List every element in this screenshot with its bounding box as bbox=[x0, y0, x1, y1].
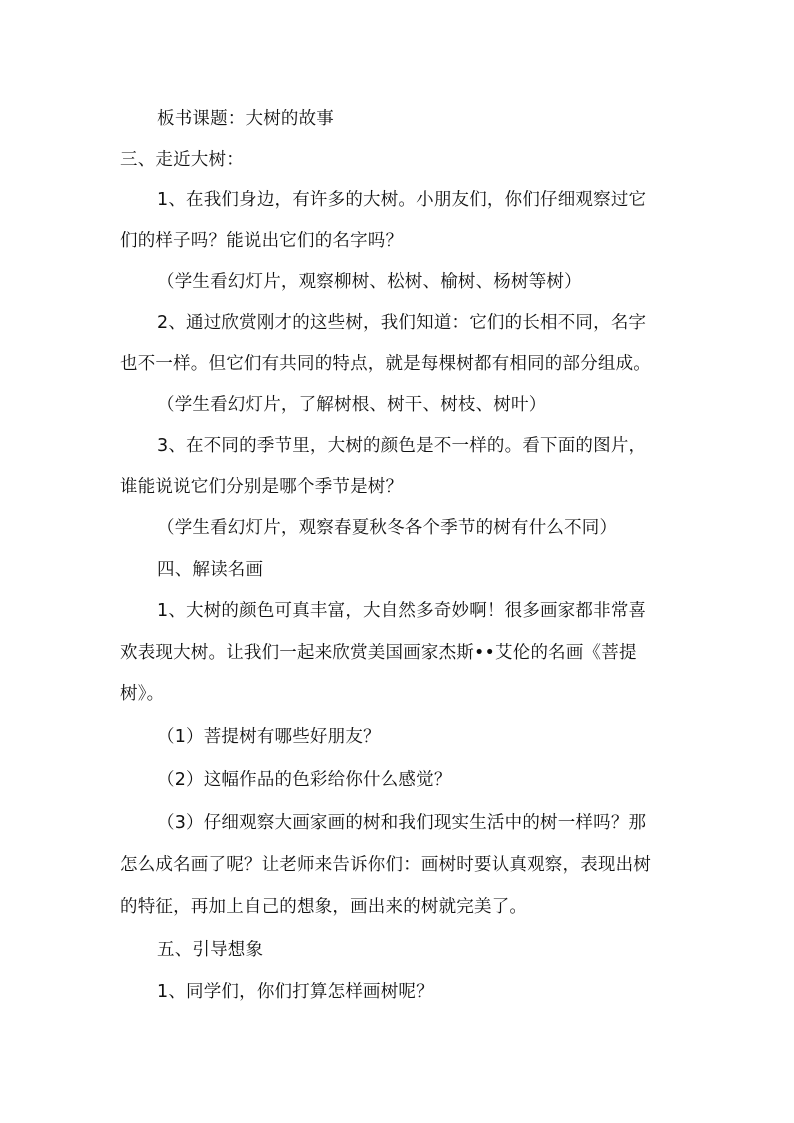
section-heading: 四、解读名画 bbox=[157, 560, 264, 580]
text-line: （学生看幻灯片，了解树根、树干、树枝、树叶） bbox=[157, 395, 547, 415]
text-line: 们的样子吗？能说出它们的名字吗？ bbox=[120, 231, 404, 251]
text-line: 1、在我们身边，有许多的大树。小朋友们，你们仔细观察过它 bbox=[157, 190, 647, 210]
text-line: 3、在不同的季节里，大树的颜色是不一样的。看下面的图片， bbox=[157, 436, 647, 456]
text-line: 谁能说说它们分别是哪个季节是树？ bbox=[120, 477, 404, 497]
text-line: （3）仔细观察大画家画的树和我们现实生活中的树一样吗？那 bbox=[157, 813, 647, 833]
text-line: 板书课题：大树的故事 bbox=[157, 109, 334, 129]
text-line: （1）菩提树有哪些好朋友？ bbox=[157, 727, 381, 747]
section-heading: 五、引导想象 bbox=[157, 940, 264, 960]
text-line: （2）这幅作品的色彩给你什么感觉？ bbox=[157, 770, 452, 790]
text-line: 2、通过欣赏刚才的这些树，我们知道：它们的长相不同，名字 bbox=[157, 313, 647, 333]
text-line: 的特征，再加上自己的想象，画出来的树就完美了。 bbox=[120, 897, 528, 917]
text-line: （学生看幻灯片，观察春夏秋冬各个季节的树有什么不同） bbox=[157, 518, 618, 538]
section-heading: 三、走近大树： bbox=[120, 150, 244, 170]
text-line: 也不一样。但它们有共同的特点，就是每棵树都有相同的部分组成。 bbox=[120, 354, 651, 374]
text-line: 怎么成名画了呢？让老师来告诉你们：画树时要认真观察，表现出树 bbox=[120, 855, 651, 875]
text-line: 1、大树的颜色可真丰富，大自然多奇妙啊！很多画家都非常喜 bbox=[157, 601, 647, 621]
text-line: 欢表现大树。让我们一起来欣赏美国画家杰斯••艾伦的名画《菩提 bbox=[120, 643, 637, 663]
text-line: 树》。 bbox=[120, 684, 165, 704]
text-line: （学生看幻灯片，观察柳树、松树、榆树、杨树等树） bbox=[157, 272, 582, 292]
text-line: 1、同学们，你们打算怎样画树呢？ bbox=[157, 982, 434, 1002]
